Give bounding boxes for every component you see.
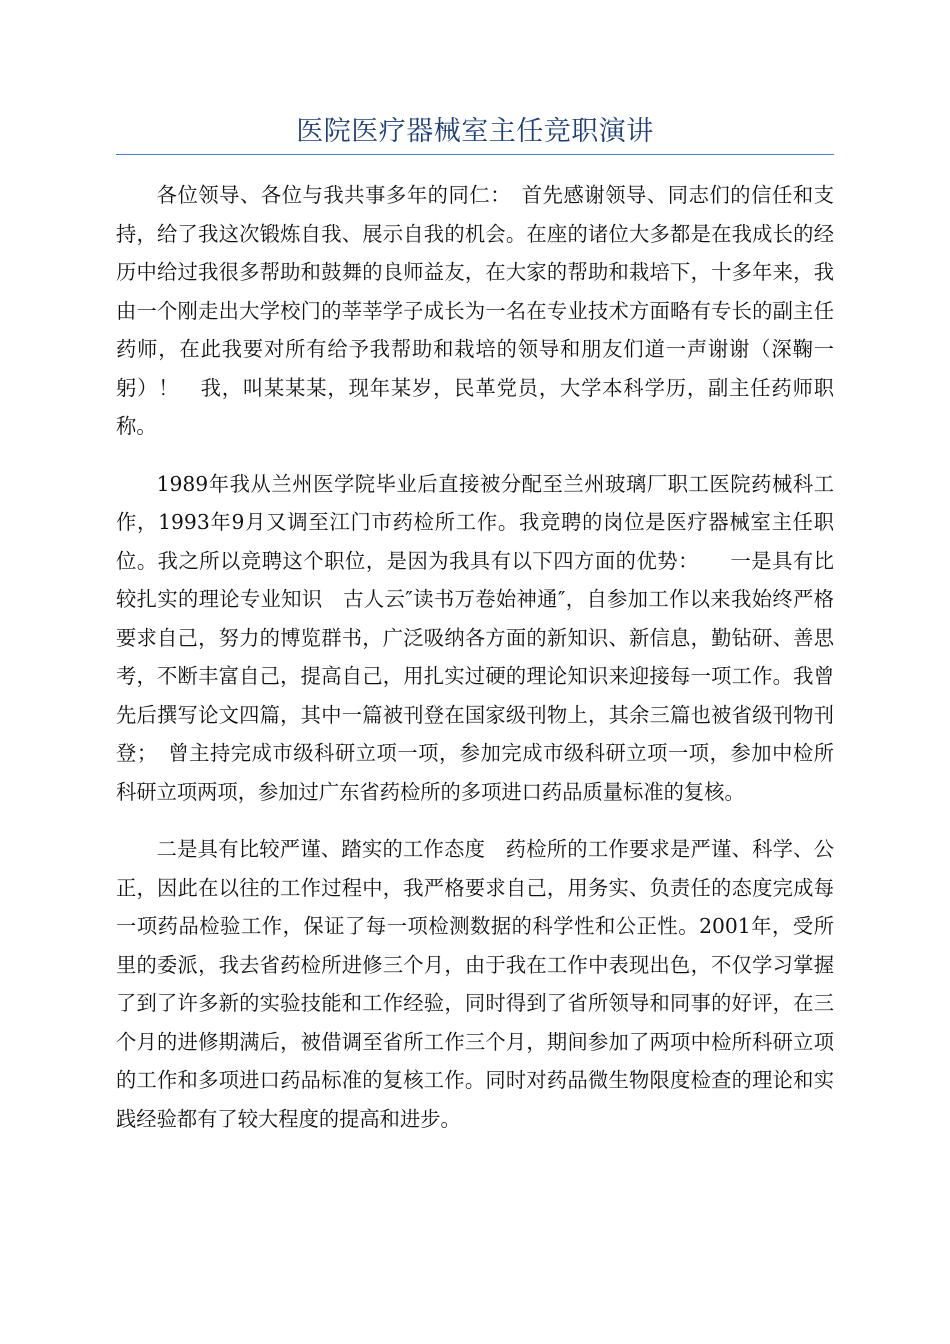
title-underline bbox=[116, 154, 834, 155]
document-body bbox=[116, 176, 834, 1157]
paragraph-3: 二是具有比较严谨、踏实的工作态度 药检所的工作要求是严谨、科学、公正，因此在以往的工作过程中，我严格要求自己，用务实、负责任的态度完成每一项药品检验工作，保证了每一项检测数据的科学性和公正性。2001年，受所里的委派，我去省药检所进修三个月，由于我在工作中表现出色，不仅学习掌握了到了许多新的实验技能和工作经验，同时得到了省所领导和同事的好评，在三个月的进修期满后，被借调至省所工作三个月，期间参加了两项中检所科研立项的工作和多项进口药品标准的复核工作。同时对药品微生物限度检查的理论和实践经验都有了较大程度的提高和进步。 bbox=[116, 837, 834, 1131]
paragraph-2: 1989年我从兰州医学院毕业后直接被分配至兰州玻璃厂职工医院药械科工作，1993年9月又调至江门市药检所工作。我竞聘的岗位是医疗器械室主任职位。我之所以竞聘这个职位，是因为我具有以下四方面的优势： 一是具有比较扎实的理论专业知识 古人云″读书万卷始神通″，自参加工作以来我始终严格要求自己，努力的博览群书，广泛吸纳各方面的新知识、新信息，勤钻研、善思考，不断丰富自己，提高自己，用扎实过硬的理论知识来迎接每一项工作。我曾先后撰写论文四篇，其中一篇被刊登在国家级刊物上，其余三篇也被省级刊物刊登； 曾主持完成市级科研立项一项，参加完成市级科研立项一项，参加中检所科研立项两项，参加过广东省药检所的多项进口药品质量标准的复核。 bbox=[116, 471, 834, 804]
document-title: 医院医疗器械室主任竞职演讲 bbox=[296, 116, 654, 147]
paragraph-1: 各位领导、各位与我共事多年的同仁： 首先感谢领导、同志们的信任和支持，给了我这次锻炼自我、展示自我的机会。在座的诸位大多都是在我成长的经历中给过我很多帮助和鼓舞的良师益友，在大家的帮助和栽培下，十多年来，我由一个刚走出大学校门的莘莘学子成长为一名在专业技术方面略有专长的副主任药师，在此我要对所有给予我帮助和栽培的领导和朋友们道一声谢谢（深鞠一躬）！ 我，叫某某某，现年某岁，民革党员，大学本科学历，副主任药师职称。 bbox=[116, 183, 834, 438]
